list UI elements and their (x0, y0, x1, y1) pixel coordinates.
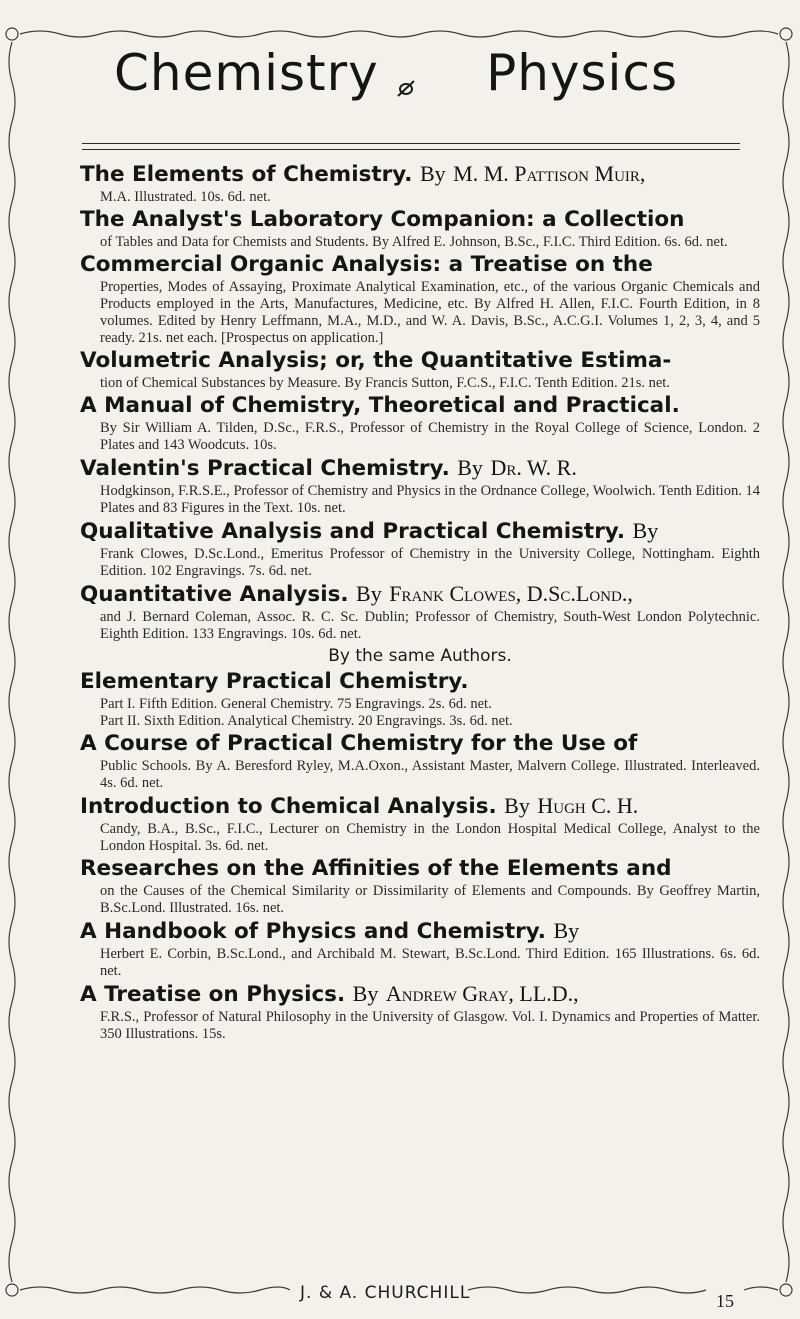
book-title: A Treatise on Physics. (80, 982, 346, 1007)
book-author: Dr. W. R. (490, 455, 577, 480)
book-entry (80, 517, 760, 580)
book-description: Public Schools. By A. Beresford Ryley, M.A.Oxon., Assistant Master, Malvern College. Illustrated. Interleaved. 4s. 6d. net. (100, 758, 760, 791)
book-description: By Sir William A. Tilden, D.Sc., F.R.S., Professor of Chemistry in the Royal College of Science, London. 2 Plates and 143 Woodcuts. 10s. (100, 420, 760, 453)
publisher-footer: J. & A. CHURCHILL (300, 1283, 471, 1303)
header-title-chemistry: Chemistry (114, 44, 379, 102)
header-title-physics: Physics (486, 44, 678, 102)
book-description: Hodgkinson, F.R.S.E., Professor of Chemistry and Physics in the Ordnance College, Woolwich. Tenth Edition. 14 Plates and 83 Figures in the Text. 10s. net. (100, 483, 760, 516)
header-rule-bottom (82, 149, 740, 150)
book-title: The Elements of Chemistry. (80, 162, 413, 187)
book-description (100, 696, 760, 730)
part-one: Part I. Fifth Edition. General Chemistry. 75 Engravings. 2s. 6d. net. (100, 696, 492, 712)
book-description: tion of Chemical Substances by Measure. By Francis Sutton, F.C.S., F.I.C. Tenth Edition. 21s. net. (100, 375, 670, 391)
book-author: M. M. Pattison Muir, (453, 161, 646, 186)
book-description: of Tables and Data for Chemists and Students. By Alfred E. Johnson, B.Sc., F.I.C. Third Edition. 6s. 6d. net. (100, 234, 728, 250)
book-entry (80, 392, 760, 454)
ornament-icon (394, 76, 418, 100)
book-entry (80, 454, 760, 517)
book-entry (80, 160, 760, 206)
book-description: Herbert E. Corbin, B.Sc.Lond., and Archibald M. Stewart, B.Sc.Lond. Third Edition. 165 Illustrations. 6s. 6d. net. (100, 946, 760, 979)
book-title: Valentin's Practical Chemistry. (80, 456, 450, 481)
part-two: Part II. Sixth Edition. Analytical Chemistry. 20 Engravings. 3s. 6d. net. (100, 713, 513, 729)
book-description: Properties, Modes of Assaying, Proximate Analytical Examination, etc., of the various Organic Chemicals and Products employed in the Arts, Manufactures, Medicine, etc. By Alfred H. Allen, F.I.C. Fourth Edition, in 8 volumes. Edited by Henry Leffmann, M.A., M.D., and W. A. Davis, B.Sc., A.C.G.I. Volumes 1, 2, 3, 4, and 5 ready. 21s. net each. [Prospectus on application.] (100, 279, 760, 346)
book-entry (80, 347, 760, 392)
book-description: Frank Clowes, D.Sc.Lond., Emeritus Professor of Chemistry in the University College, Nottingham. Eighth Edition. 102 Engravings. 7s. 6d. net. (100, 546, 760, 579)
by-word: By (356, 581, 382, 606)
book-entry (80, 251, 760, 347)
by-word: By (504, 793, 530, 818)
book-description: and J. Bernard Coleman, Assoc. R. C. Sc. Dublin; Professor of Chemistry, South-West London Polytechnic. Eighth Edition. 133 Engravings. 10s. 6d. net. (100, 609, 760, 642)
book-entry (80, 668, 760, 730)
by-word: By (352, 981, 379, 1006)
book-entry (80, 792, 760, 855)
book-title: Introduction to Chemical Analysis. (80, 794, 497, 819)
book-title: Qualitative Analysis and Practical Chemistry. (80, 519, 626, 544)
book-title: A Manual of Chemistry, Theoretical and Practical. (80, 393, 680, 418)
page-number: 15 (716, 1291, 734, 1311)
by-word: By (553, 918, 580, 943)
book-description: Candy, B.A., B.Sc., F.I.C., Lecturer on Chemistry in the London Hospital Medical College, Analyst to the London Hospital. 3s. 6d. net. (100, 821, 760, 854)
book-title: Quantitative Analysis. (80, 582, 349, 607)
by-word: By (632, 518, 659, 543)
book-description: F.R.S., Professor of Natural Philosophy in the University of Glasgow. Vol. I. Dynamics and Properties of Matter. 350 Illustrations. 15s. (100, 1009, 760, 1042)
header-rule-top (82, 143, 740, 144)
book-title: Volumetric Analysis; or, the Quantitative Estima- (80, 348, 672, 373)
book-title: A Course of Practical Chemistry for the Use of (80, 731, 638, 756)
page-header (60, 44, 740, 134)
book-title: Elementary Practical Chemistry. (80, 669, 469, 694)
book-list (80, 160, 760, 1043)
book-entry (80, 855, 760, 917)
book-title: Commercial Organic Analysis: a Treatise on the (80, 252, 653, 277)
book-title: The Analyst's Laboratory Companion: a Collection (80, 207, 685, 232)
book-entry (80, 980, 760, 1043)
by-word: By (419, 161, 446, 186)
same-authors-heading: By the same Authors. (328, 646, 512, 666)
book-entry (80, 730, 760, 792)
book-author: Frank Clowes, D.Sc.Lond., (389, 581, 633, 606)
book-entry (80, 580, 760, 643)
book-entry (80, 206, 760, 251)
by-word: By (457, 455, 483, 480)
book-description: on the Causes of the Chemical Similarity or Dissimilarity of Elements and Compounds. By Geoffrey Martin, B.Sc.Lond. Illustrated. 16s. net. (100, 883, 760, 916)
book-description: M.A. Illustrated. 10s. 6d. net. (100, 189, 271, 205)
book-entry (80, 917, 760, 980)
book-author: Andrew Gray, LL.D., (385, 981, 579, 1006)
book-title: Researches on the Affinities of the Elements and (80, 856, 672, 881)
book-title: A Handbook of Physics and Chemistry. (80, 919, 546, 944)
book-author: Hugh C. H. (537, 793, 639, 818)
